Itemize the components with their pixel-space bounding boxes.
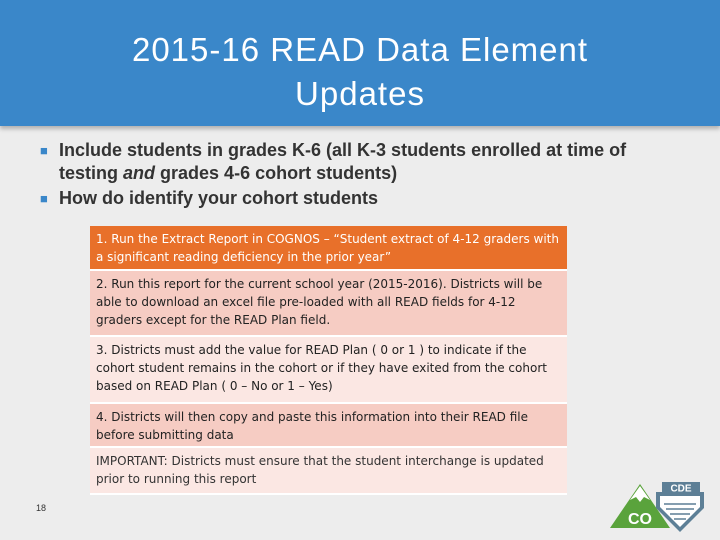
- bullet-text: How do identify your cohort students: [59, 188, 378, 208]
- step-row: 4. Districts will then copy and paste this information into their READ file before submitting data: [90, 404, 567, 448]
- logo-co-text: CO: [628, 511, 652, 528]
- logo-cde-text: CDE: [670, 483, 692, 495]
- bullet-list: [40, 139, 680, 212]
- cde-colorado-logo: [610, 478, 710, 534]
- page-number: 18: [36, 503, 47, 513]
- step-row: 3. Districts must add the value for READ Plan ( 0 or 1 ) to indicate if the cohort student remains in the cohort or if they have exited from the cohort based on READ Plan ( 0 – No or 1 – Yes): [90, 337, 567, 404]
- bullet-item-grades: [40, 139, 680, 185]
- steps-table: [90, 226, 567, 495]
- slide-title-line2: Updates: [295, 75, 425, 112]
- step-row: 2. Run this report for the current school year (2015-2016). Districts will be able to download an excel file pre-loaded with all READ fields for 4-12 graders except for the READ Plan field.: [90, 271, 567, 337]
- important-note-row: IMPORTANT: Districts must ensure that the student interchange is updated prior to running this report: [90, 448, 567, 495]
- step-row: 1. Run the Extract Report in COGNOS – “Student extract of 4-12 graders with a significant reading deficiency in the prior year”: [90, 226, 567, 271]
- slide-title: [60, 28, 660, 116]
- square-bullet-icon: ■: [40, 143, 48, 158]
- bullet-item-cohort: [40, 187, 680, 210]
- title-banner: [0, 0, 720, 126]
- bullet-text-part: grades 4-6 cohort students): [155, 163, 398, 183]
- bullet-emphasis: and: [123, 163, 156, 183]
- slide-title-line1: 2015-16 READ Data Element: [131, 31, 589, 68]
- square-bullet-icon: ■: [40, 191, 48, 206]
- bullet-text-part: Include students in grades K-6 (all K-3 students enrolled at time of testing: [59, 140, 627, 183]
